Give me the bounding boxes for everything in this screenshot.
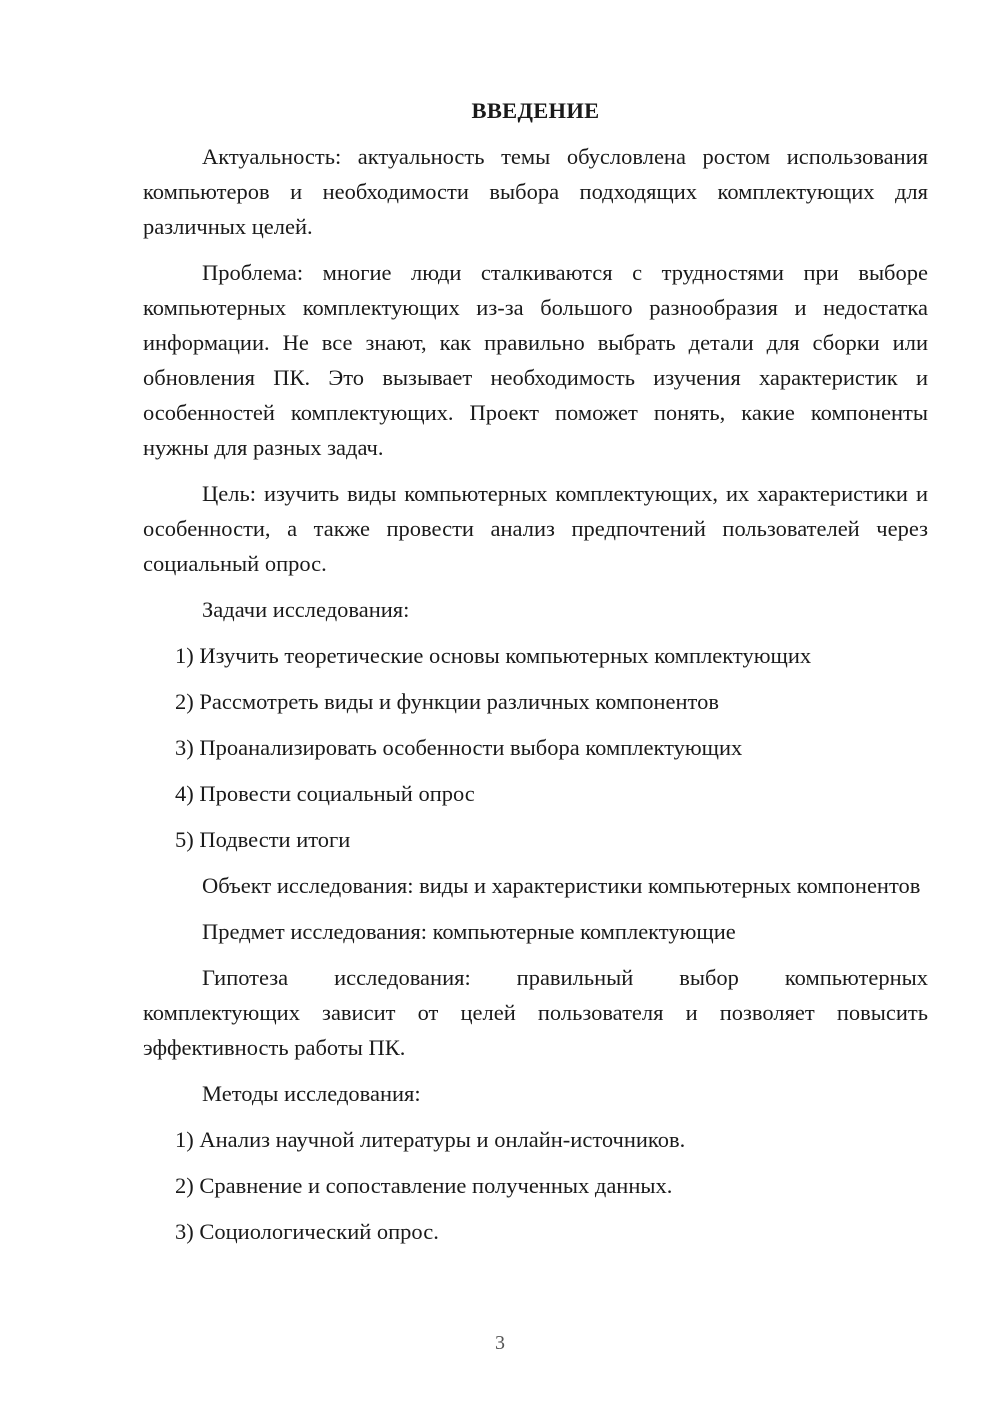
- document-page: [143, 95, 928, 1260]
- task-item: 1) Изучить теоретические основы компьютерных комплектующих: [175, 643, 812, 668]
- method-item: 2) Сравнение и сопоставление полученных данных.: [175, 1173, 673, 1198]
- method-item: 1) Анализ научной литературы и онлайн-источников.: [175, 1127, 686, 1152]
- tasks-heading: Задачи исследования:: [202, 597, 410, 622]
- object-paragraph: Объект исследования: виды и характеристики компьютерных компонентов: [202, 873, 921, 898]
- relevance-paragraph: Актуальность: актуальность темы обусловлена ростом использования компьютеров и необходимости выбора подходящих комплектующих для различных целей.: [143, 144, 928, 239]
- subject-paragraph: Предмет исследования: компьютерные комплектующие: [202, 919, 736, 944]
- methods-heading: Методы исследования:: [202, 1081, 421, 1106]
- method-item: 3) Социологический опрос.: [175, 1219, 439, 1244]
- hypothesis-paragraph: Гипотеза исследования: правильный выбор компьютерных комплектующих зависит от целей пользователя и позволяет повысить эффективность работы ПК.: [143, 965, 928, 1060]
- goal-paragraph: Цель: изучить виды компьютерных комплектующих, их характеристики и особенности, а также провести анализ предпочтений пользователей через социальный опрос.: [143, 481, 928, 576]
- task-item: 2) Рассмотреть виды и функции различных компонентов: [175, 689, 719, 714]
- methods-list: [143, 1122, 928, 1249]
- task-item: 4) Провести социальный опрос: [175, 781, 475, 806]
- problem-paragraph: Проблема: многие люди сталкиваются с трудностями при выборе компьютерных комплектующих из-за большого разнообразия и недостатка информации. Не все знают, как правильно выбрать детали для сборки или обновления ПК. Это вызывает необходимость изучения характеристик и особенностей комплектующих. Проект поможет понять, какие компоненты нужны для разных задач.: [143, 260, 928, 460]
- tasks-list: [143, 638, 928, 857]
- page-number: 3: [495, 1332, 505, 1354]
- page-title: ВВЕДЕНИЕ: [471, 98, 600, 123]
- task-item: 5) Подвести итоги: [175, 827, 351, 852]
- task-item: 3) Проанализировать особенности выбора комплектующих: [175, 735, 743, 760]
